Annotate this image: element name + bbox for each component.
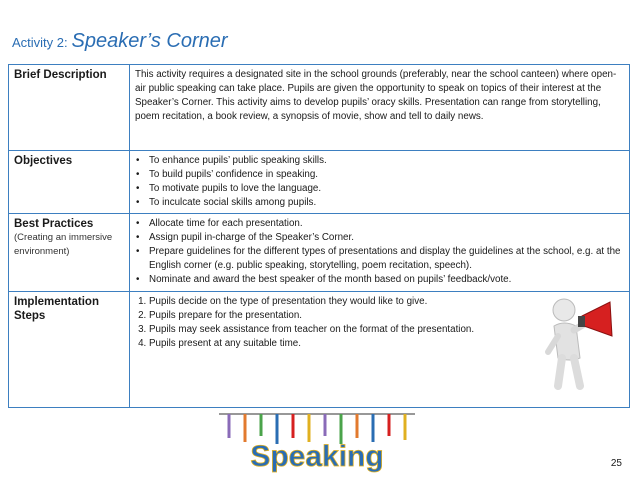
row-label: Brief Description xyxy=(9,65,130,151)
list-item: 2. Pupils prepare for the presentation. xyxy=(149,309,489,323)
table-row xyxy=(9,214,630,292)
page-title xyxy=(12,30,228,53)
speaking-banner-image xyxy=(215,408,420,476)
table-row xyxy=(9,292,630,408)
page-number: 25 xyxy=(610,458,622,469)
row-label-cell xyxy=(9,214,130,292)
megaphone-figure-icon xyxy=(540,296,620,392)
list-item: • Nominate and award the best speaker of the month based on pupils’ feedback/vote. xyxy=(149,273,624,287)
list-item: • To motivate pupils to love the language. xyxy=(149,182,624,196)
list-item: • To enhance pupils’ public speaking skills. xyxy=(149,154,624,168)
activity-table xyxy=(8,64,630,408)
row-sublabel: (Creating an immersive environment) xyxy=(14,232,113,257)
row-label: Objectives xyxy=(9,151,130,214)
list-item: • Assign pupil in-charge of the Speaker’s Corner. xyxy=(149,231,624,245)
table-row xyxy=(9,151,630,214)
objectives-cell xyxy=(130,151,630,214)
list-item: • To build pupils’ confidence in speaking. xyxy=(149,168,624,182)
list-item: 4. Pupils present at any suitable time. xyxy=(149,337,489,351)
list-item: • Prepare guidelines for the different types of presentations and display the guidelines at the school, e.g. at the English corner (e.g. public speaking, storytelling, poem recitation, speech). xyxy=(149,245,624,273)
title-name: Speaker’s Corner xyxy=(71,30,228,52)
list-item: 3. Pupils may seek assistance from teacher on the format of the presentation. xyxy=(149,323,489,337)
list-item: • To inculcate social skills among pupils. xyxy=(149,196,624,210)
banner-word: Speaking xyxy=(250,440,384,473)
list-item: • Allocate time for each presentation. xyxy=(149,217,624,231)
list-item: 1. Pupils decide on the type of presentation they would like to give. xyxy=(149,295,489,309)
brief-description-text: This activity requires a designated site in the school grounds (preferably, near the school canteen) where open-air public speaking can take place. Pupils are given the opportunity to speak on topics of their interest at the Speaker’s Corner. This activity aims to develop pupils’ oracy skills. Presentation can range from storytelling, poem recitation, a book review, a synopsis of movie, show and tell to daily news. xyxy=(130,65,630,151)
title-prefix: Activity 2: xyxy=(12,35,68,50)
best-practices-cell xyxy=(130,214,630,292)
table-row xyxy=(9,65,630,151)
row-label: Best Practices xyxy=(14,218,94,230)
row-label: Implementation Steps xyxy=(9,292,130,408)
